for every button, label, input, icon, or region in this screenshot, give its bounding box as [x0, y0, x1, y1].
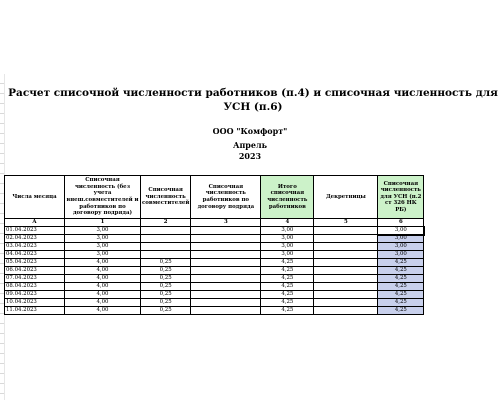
cell-contractors[interactable] [191, 251, 261, 259]
cell-usn[interactable]: 4,25 [378, 283, 424, 291]
report-title: Расчет списочной численности работников (п.4) и списочная численность для УСН (п.6) [8, 87, 498, 113]
cell-contractors[interactable] [191, 259, 261, 267]
cell-contractors[interactable] [191, 283, 261, 291]
cell-maternity[interactable] [314, 283, 378, 291]
cell-part-timers[interactable]: 0,25 [141, 307, 191, 315]
header-cell-maternity[interactable]: Декретницы [314, 176, 378, 219]
cell-part-timers[interactable] [141, 227, 191, 235]
cell-usn[interactable]: 3,00 [378, 227, 424, 235]
cell-headcount[interactable]: 3,00 [65, 227, 141, 235]
table-row [5, 235, 424, 243]
headcount-table [4, 175, 424, 315]
cell-contractors[interactable] [191, 299, 261, 307]
cell-usn[interactable]: 4,25 [378, 307, 424, 315]
cell-total[interactable]: 4,25 [261, 259, 314, 267]
cell-headcount[interactable]: 4,00 [65, 259, 141, 267]
cell-maternity[interactable] [314, 227, 378, 235]
cell-usn[interactable]: 4,25 [378, 291, 424, 299]
cell-contractors[interactable] [191, 275, 261, 283]
cell-total[interactable]: 3,00 [261, 227, 314, 235]
cell-maternity[interactable] [314, 243, 378, 251]
index-row [5, 219, 424, 227]
cell-part-timers[interactable] [141, 235, 191, 243]
cell-contractors[interactable] [191, 227, 261, 235]
table-row [5, 259, 424, 267]
cell-date[interactable]: 08.04.2023 [5, 283, 65, 291]
cell-date[interactable]: 10.04.2023 [5, 299, 65, 307]
cell-maternity[interactable] [314, 275, 378, 283]
cell-headcount[interactable]: 3,00 [65, 251, 141, 259]
cell-total[interactable]: 4,25 [261, 299, 314, 307]
cell-date[interactable]: 09.04.2023 [5, 291, 65, 299]
cell-date[interactable]: 07.04.2023 [5, 275, 65, 283]
header-cell-usn[interactable]: Списочная численность для УСН (п.2 ст 326 НК РБ) [378, 176, 424, 219]
cell-headcount[interactable]: 4,00 [65, 283, 141, 291]
cell-usn[interactable]: 4,25 [378, 299, 424, 307]
cell-part-timers[interactable]: 0,25 [141, 267, 191, 275]
index-cell[interactable]: А [5, 219, 65, 227]
cell-contractors[interactable] [191, 243, 261, 251]
cell-usn[interactable]: 3,00 [378, 235, 424, 243]
table-row [5, 291, 424, 299]
cell-total[interactable]: 4,25 [261, 267, 314, 275]
header-cell-total[interactable]: Итого списочная численность работников [261, 176, 314, 219]
cell-usn[interactable]: 4,25 [378, 267, 424, 275]
index-cell[interactable]: 1 [65, 219, 141, 227]
cell-contractors[interactable] [191, 267, 261, 275]
cell-headcount[interactable]: 4,00 [65, 299, 141, 307]
header-cell-days[interactable]: Числа месяца [5, 176, 65, 219]
cell-part-timers[interactable]: 0,25 [141, 275, 191, 283]
index-cell[interactable]: 4 [261, 219, 314, 227]
cell-maternity[interactable] [314, 251, 378, 259]
header-cell-headcount[interactable]: Списочная численность (без учета внеш.совместителей и работников по договору подряда) [65, 176, 141, 219]
cell-total[interactable]: 3,00 [261, 243, 314, 251]
header-cell-part-timers[interactable]: Списочная численность совместителей [141, 176, 191, 219]
table-body [5, 227, 424, 315]
cell-maternity[interactable] [314, 307, 378, 315]
header-row [5, 176, 424, 219]
cell-contractors[interactable] [191, 291, 261, 299]
table-row [5, 227, 424, 235]
cell-part-timers[interactable]: 0,25 [141, 299, 191, 307]
toolbar-area [0, 0, 500, 74]
index-cell[interactable]: 6 [378, 219, 424, 227]
cell-headcount[interactable]: 4,00 [65, 307, 141, 315]
cell-usn[interactable]: 4,25 [378, 275, 424, 283]
table-row [5, 307, 424, 315]
cell-headcount[interactable]: 4,00 [65, 275, 141, 283]
report-month: Апрель [232, 140, 268, 150]
cell-total[interactable]: 4,25 [261, 307, 314, 315]
table-row [5, 243, 424, 251]
index-cell[interactable]: 2 [141, 219, 191, 227]
cell-part-timers[interactable]: 0,25 [141, 291, 191, 299]
cell-headcount[interactable]: 4,00 [65, 291, 141, 299]
table-row [5, 267, 424, 275]
table-row [5, 251, 424, 259]
cell-contractors[interactable] [191, 307, 261, 315]
cell-contractors[interactable] [191, 235, 261, 243]
cell-part-timers[interactable] [141, 243, 191, 251]
cell-headcount[interactable]: 3,00 [65, 243, 141, 251]
cell-date[interactable]: 01.04.2023 [5, 227, 65, 235]
cell-maternity[interactable] [314, 259, 378, 267]
index-cell[interactable]: 3 [191, 219, 261, 227]
cell-usn[interactable]: 4,25 [378, 259, 424, 267]
cell-part-timers[interactable]: 0,25 [141, 283, 191, 291]
index-cell[interactable]: 5 [314, 219, 378, 227]
cell-total[interactable]: 3,00 [261, 251, 314, 259]
cell-total[interactable]: 3,00 [261, 235, 314, 243]
cell-total[interactable]: 4,25 [261, 291, 314, 299]
cell-total[interactable]: 4,25 [261, 283, 314, 291]
cell-maternity[interactable] [314, 299, 378, 307]
cell-maternity[interactable] [314, 291, 378, 299]
cell-usn[interactable]: 3,00 [378, 243, 424, 251]
header-cell-contractors[interactable]: Списочная численность работников по договору подряда [191, 176, 261, 219]
cell-part-timers[interactable]: 0,25 [141, 259, 191, 267]
cell-date[interactable]: 03.04.2023 [5, 243, 65, 251]
table-row [5, 299, 424, 307]
cell-maternity[interactable] [314, 267, 378, 275]
cell-date[interactable]: 02.04.2023 [5, 235, 65, 243]
cell-usn[interactable]: 3,00 [378, 251, 424, 259]
cell-headcount[interactable]: 3,00 [65, 235, 141, 243]
cell-part-timers[interactable] [141, 251, 191, 259]
cell-date[interactable]: 05.04.2023 [5, 259, 65, 267]
table-row [5, 275, 424, 283]
cell-headcount[interactable]: 4,00 [65, 267, 141, 275]
cell-date[interactable]: 11.04.2023 [5, 307, 65, 315]
organization-name: ООО "Комфорт" [212, 126, 288, 136]
table-row [5, 283, 424, 291]
cell-date[interactable]: 06.04.2023 [5, 267, 65, 275]
cell-total[interactable]: 4,25 [261, 275, 314, 283]
cell-date[interactable]: 04.04.2023 [5, 251, 65, 259]
cell-maternity[interactable] [314, 235, 378, 243]
report-year: 2023 [238, 151, 262, 161]
